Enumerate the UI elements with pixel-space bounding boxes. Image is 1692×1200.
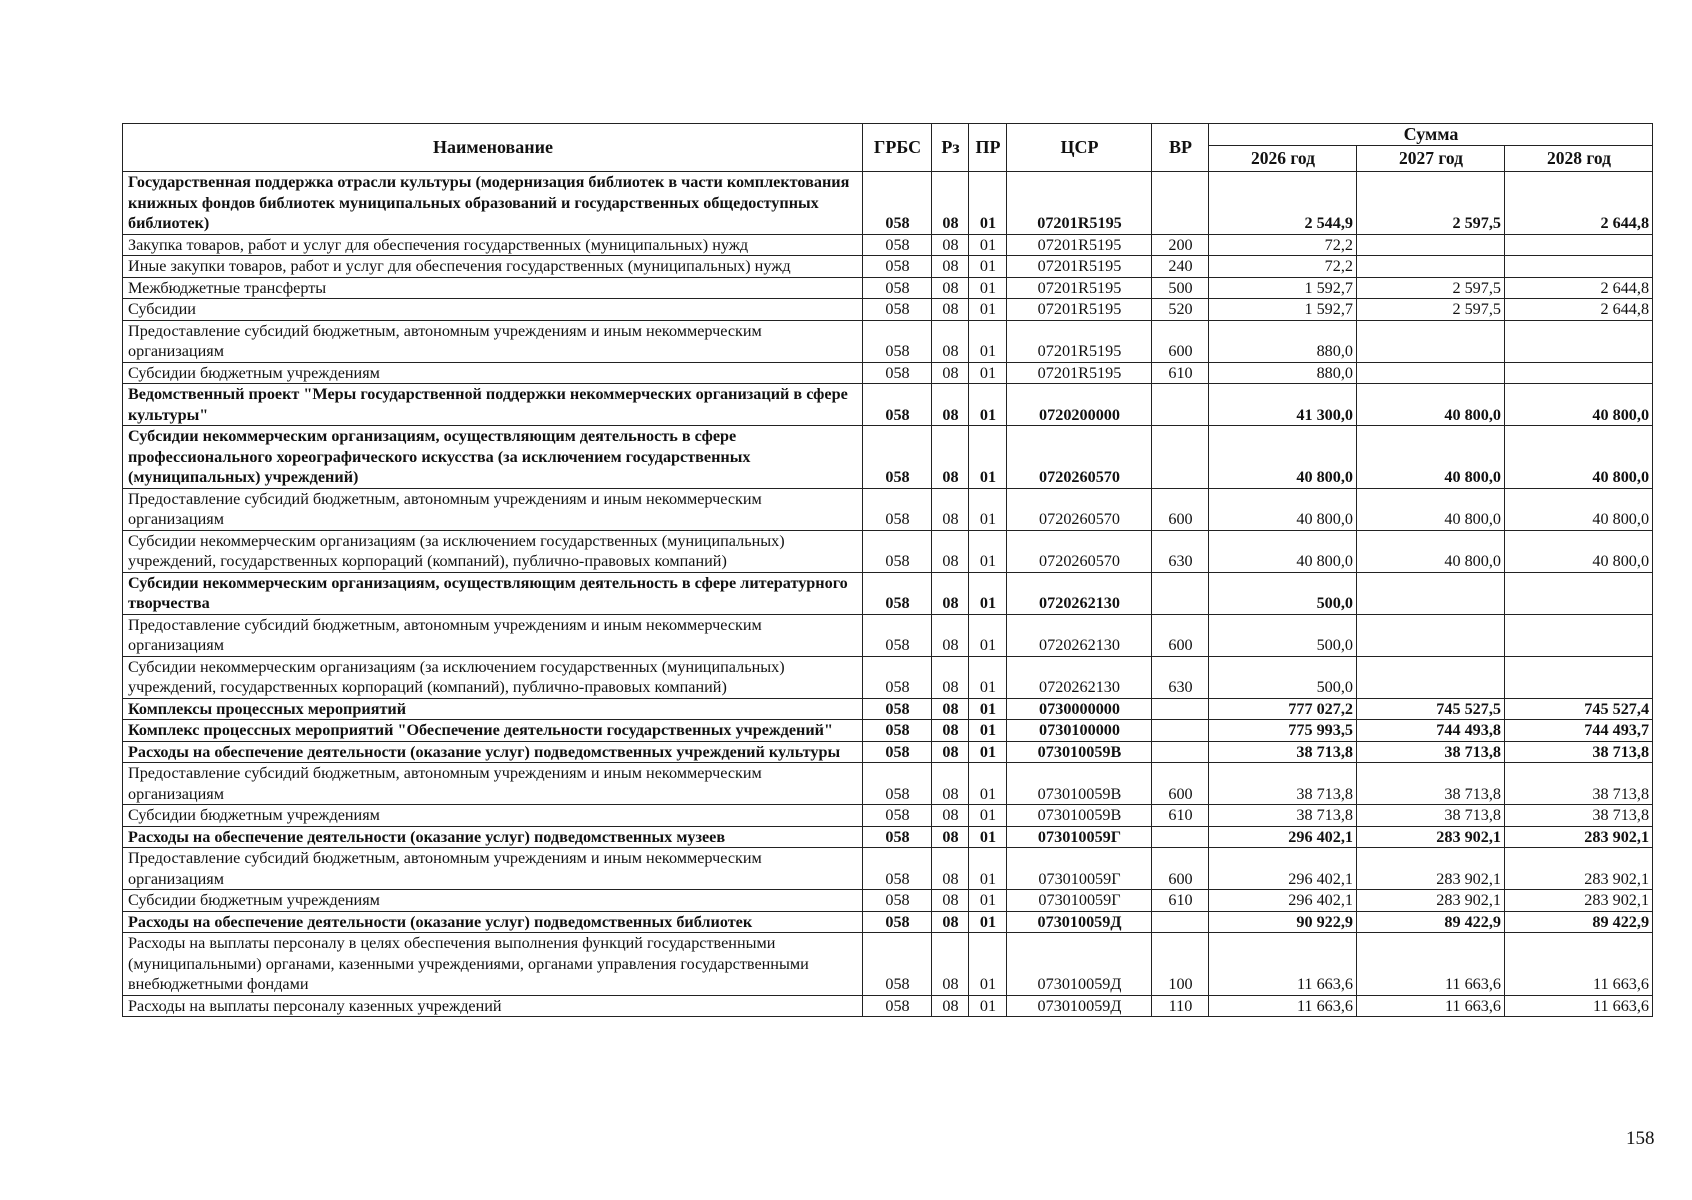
row-rz: 08 <box>932 277 969 299</box>
row-grbs: 058 <box>863 656 932 698</box>
row-sum-2026: 11 663,6 <box>1209 933 1357 996</box>
row-csr: 07201R5195 <box>1007 172 1152 235</box>
table-row <box>123 488 1653 530</box>
row-pr: 01 <box>969 656 1007 698</box>
row-rz: 08 <box>932 720 969 742</box>
row-csr: 073010059Д <box>1007 933 1152 996</box>
table-row <box>123 172 1653 235</box>
row-pr: 01 <box>969 720 1007 742</box>
row-sum-2026: 880,0 <box>1209 320 1357 362</box>
row-sum-2028: 2 644,8 <box>1505 172 1653 235</box>
row-pr: 01 <box>969 277 1007 299</box>
row-sum-2026: 500,0 <box>1209 614 1357 656</box>
row-rz: 08 <box>932 890 969 912</box>
header-vr: ВР <box>1152 124 1209 172</box>
row-rz: 08 <box>932 911 969 933</box>
row-rz: 08 <box>932 572 969 614</box>
row-rz: 08 <box>932 362 969 384</box>
row-name: Предоставление субсидий бюджетным, автономным учреждениям и иным некоммерческим организациям <box>123 320 863 362</box>
table-row <box>123 720 1653 742</box>
row-name: Предоставление субсидий бюджетным, автономным учреждениям и иным некоммерческим организациям <box>123 614 863 656</box>
row-sum-2027 <box>1357 656 1505 698</box>
row-csr: 073010059В <box>1007 741 1152 763</box>
row-sum-2026: 880,0 <box>1209 362 1357 384</box>
row-sum-2026: 40 800,0 <box>1209 530 1357 572</box>
row-grbs: 058 <box>863 933 932 996</box>
table-row <box>123 234 1653 256</box>
row-vr: 610 <box>1152 362 1209 384</box>
row-rz: 08 <box>932 763 969 805</box>
row-sum-2028: 40 800,0 <box>1505 426 1653 489</box>
row-pr: 01 <box>969 362 1007 384</box>
row-sum-2028: 283 902,1 <box>1505 826 1653 848</box>
row-csr: 073010059Д <box>1007 995 1152 1017</box>
row-rz: 08 <box>932 256 969 278</box>
row-sum-2026: 296 402,1 <box>1209 848 1357 890</box>
row-vr <box>1152 572 1209 614</box>
row-sum-2028: 38 713,8 <box>1505 763 1653 805</box>
row-pr: 01 <box>969 826 1007 848</box>
row-vr: 240 <box>1152 256 1209 278</box>
row-vr: 630 <box>1152 530 1209 572</box>
row-csr: 0720262130 <box>1007 656 1152 698</box>
row-rz: 08 <box>932 826 969 848</box>
row-name: Субсидии <box>123 299 863 321</box>
row-sum-2027: 40 800,0 <box>1357 426 1505 489</box>
row-grbs: 058 <box>863 172 932 235</box>
row-pr: 01 <box>969 234 1007 256</box>
row-name: Субсидии некоммерческим организациям (за исключением государственных (муниципальных) учреждений, государственных корпораций (компаний), публично-правовых компаний) <box>123 530 863 572</box>
row-csr: 0730000000 <box>1007 698 1152 720</box>
row-sum-2027: 2 597,5 <box>1357 172 1505 235</box>
row-grbs: 058 <box>863 299 932 321</box>
header-grbs: ГРБС <box>863 124 932 172</box>
row-sum-2028: 40 800,0 <box>1505 488 1653 530</box>
table-row <box>123 530 1653 572</box>
row-sum-2027: 283 902,1 <box>1357 848 1505 890</box>
row-sum-2028: 40 800,0 <box>1505 384 1653 426</box>
row-sum-2028 <box>1505 362 1653 384</box>
table-header <box>123 124 1653 172</box>
row-csr: 073010059Д <box>1007 911 1152 933</box>
row-csr: 073010059Г <box>1007 848 1152 890</box>
row-csr: 0720260570 <box>1007 530 1152 572</box>
row-pr: 01 <box>969 299 1007 321</box>
row-name: Межбюджетные трансферты <box>123 277 863 299</box>
row-csr: 073010059Г <box>1007 890 1152 912</box>
row-csr: 0720200000 <box>1007 384 1152 426</box>
header-sum: Сумма <box>1209 124 1653 146</box>
row-sum-2027: 38 713,8 <box>1357 741 1505 763</box>
row-csr: 0720262130 <box>1007 614 1152 656</box>
row-grbs: 058 <box>863 384 932 426</box>
row-grbs: 058 <box>863 320 932 362</box>
row-vr: 600 <box>1152 488 1209 530</box>
row-name: Предоставление субсидий бюджетным, автономным учреждениям и иным некоммерческим организациям <box>123 488 863 530</box>
header-year-2028: 2028 год <box>1505 146 1653 172</box>
table-row <box>123 384 1653 426</box>
row-name: Субсидии некоммерческим организациям (за исключением государственных (муниципальных) учреждений, государственных корпораций (компаний), публично-правовых компаний) <box>123 656 863 698</box>
row-rz: 08 <box>932 656 969 698</box>
row-csr: 07201R5195 <box>1007 320 1152 362</box>
row-sum-2026: 500,0 <box>1209 656 1357 698</box>
row-sum-2026: 90 922,9 <box>1209 911 1357 933</box>
table-row <box>123 299 1653 321</box>
row-rz: 08 <box>932 384 969 426</box>
row-sum-2026: 296 402,1 <box>1209 826 1357 848</box>
table-row <box>123 320 1653 362</box>
row-pr: 01 <box>969 741 1007 763</box>
table-row <box>123 698 1653 720</box>
row-sum-2028 <box>1505 614 1653 656</box>
table-row <box>123 933 1653 996</box>
row-sum-2027 <box>1357 234 1505 256</box>
row-rz: 08 <box>932 426 969 489</box>
row-sum-2027: 2 597,5 <box>1357 299 1505 321</box>
row-sum-2026: 775 993,5 <box>1209 720 1357 742</box>
row-grbs: 058 <box>863 720 932 742</box>
table-row <box>123 763 1653 805</box>
row-csr: 0720260570 <box>1007 426 1152 489</box>
row-vr: 520 <box>1152 299 1209 321</box>
row-sum-2027: 283 902,1 <box>1357 826 1505 848</box>
row-rz: 08 <box>932 614 969 656</box>
row-grbs: 058 <box>863 426 932 489</box>
row-rz: 08 <box>932 805 969 827</box>
row-grbs: 058 <box>863 890 932 912</box>
row-sum-2028: 89 422,9 <box>1505 911 1653 933</box>
table-row <box>123 890 1653 912</box>
row-pr: 01 <box>969 698 1007 720</box>
row-vr <box>1152 426 1209 489</box>
row-name: Субсидии бюджетным учреждениям <box>123 805 863 827</box>
row-name: Иные закупки товаров, работ и услуг для обеспечения государственных (муниципальных) нужд <box>123 256 863 278</box>
row-csr: 073010059В <box>1007 763 1152 805</box>
row-vr: 600 <box>1152 614 1209 656</box>
table-row <box>123 995 1653 1017</box>
row-pr: 01 <box>969 890 1007 912</box>
row-sum-2027: 745 527,5 <box>1357 698 1505 720</box>
row-name: Расходы на обеспечение деятельности (оказание услуг) подведомственных библиотек <box>123 911 863 933</box>
table-row <box>123 256 1653 278</box>
row-grbs: 058 <box>863 277 932 299</box>
row-rz: 08 <box>932 848 969 890</box>
row-sum-2026: 38 713,8 <box>1209 741 1357 763</box>
row-grbs: 058 <box>863 805 932 827</box>
row-grbs: 058 <box>863 848 932 890</box>
row-vr: 600 <box>1152 763 1209 805</box>
row-pr: 01 <box>969 614 1007 656</box>
header-year-2027: 2027 год <box>1357 146 1505 172</box>
row-name: Комплекс процессных мероприятий "Обеспечение деятельности государственных учреждений" <box>123 720 863 742</box>
row-grbs: 058 <box>863 256 932 278</box>
row-sum-2028 <box>1505 234 1653 256</box>
row-sum-2028: 745 527,4 <box>1505 698 1653 720</box>
row-sum-2027: 2 597,5 <box>1357 277 1505 299</box>
row-csr: 0720262130 <box>1007 572 1152 614</box>
row-name: Расходы на выплаты персоналу в целях обеспечения выполнения функций государственными (муниципальными) органами, казенными учреждениями, органами управления государственными внебюджетными фондами <box>123 933 863 996</box>
row-csr: 07201R5195 <box>1007 277 1152 299</box>
table-body <box>123 172 1653 1017</box>
row-sum-2027: 40 800,0 <box>1357 488 1505 530</box>
row-rz: 08 <box>932 488 969 530</box>
row-csr: 073010059В <box>1007 805 1152 827</box>
row-sum-2027: 89 422,9 <box>1357 911 1505 933</box>
row-sum-2028: 283 902,1 <box>1505 848 1653 890</box>
row-grbs: 058 <box>863 614 932 656</box>
row-sum-2026: 1 592,7 <box>1209 299 1357 321</box>
row-grbs: 058 <box>863 741 932 763</box>
row-vr: 610 <box>1152 890 1209 912</box>
row-pr: 01 <box>969 572 1007 614</box>
row-sum-2028: 40 800,0 <box>1505 530 1653 572</box>
row-grbs: 058 <box>863 572 932 614</box>
row-rz: 08 <box>932 299 969 321</box>
row-grbs: 058 <box>863 530 932 572</box>
row-sum-2027 <box>1357 362 1505 384</box>
row-sum-2027: 40 800,0 <box>1357 530 1505 572</box>
row-sum-2028 <box>1505 320 1653 362</box>
row-sum-2026: 40 800,0 <box>1209 488 1357 530</box>
row-pr: 01 <box>969 488 1007 530</box>
header-csr: ЦСР <box>1007 124 1152 172</box>
row-vr <box>1152 741 1209 763</box>
table-row <box>123 848 1653 890</box>
row-csr: 07201R5195 <box>1007 256 1152 278</box>
row-sum-2026: 296 402,1 <box>1209 890 1357 912</box>
row-pr: 01 <box>969 384 1007 426</box>
row-rz: 08 <box>932 995 969 1017</box>
row-rz: 08 <box>932 172 969 235</box>
row-sum-2028 <box>1505 256 1653 278</box>
table-row <box>123 805 1653 827</box>
row-csr: 07201R5195 <box>1007 299 1152 321</box>
row-sum-2026: 72,2 <box>1209 234 1357 256</box>
row-pr: 01 <box>969 426 1007 489</box>
row-grbs: 058 <box>863 698 932 720</box>
row-sum-2026: 777 027,2 <box>1209 698 1357 720</box>
row-pr: 01 <box>969 805 1007 827</box>
row-sum-2027 <box>1357 320 1505 362</box>
row-sum-2026: 2 544,9 <box>1209 172 1357 235</box>
row-pr: 01 <box>969 320 1007 362</box>
row-pr: 01 <box>969 933 1007 996</box>
row-sum-2028: 2 644,8 <box>1505 299 1653 321</box>
row-sum-2027 <box>1357 614 1505 656</box>
row-rz: 08 <box>932 741 969 763</box>
row-name: Комплексы процессных мероприятий <box>123 698 863 720</box>
row-name: Расходы на обеспечение деятельности (оказание услуг) подведомственных музеев <box>123 826 863 848</box>
row-name: Ведомственный проект "Меры государственной поддержки некоммерческих организаций в сфере культуры" <box>123 384 863 426</box>
row-sum-2026: 500,0 <box>1209 572 1357 614</box>
row-pr: 01 <box>969 763 1007 805</box>
row-vr: 610 <box>1152 805 1209 827</box>
row-sum-2026: 72,2 <box>1209 256 1357 278</box>
row-vr: 200 <box>1152 234 1209 256</box>
row-sum-2028: 744 493,7 <box>1505 720 1653 742</box>
row-rz: 08 <box>932 320 969 362</box>
row-pr: 01 <box>969 172 1007 235</box>
row-sum-2028 <box>1505 572 1653 614</box>
row-name: Субсидии бюджетным учреждениям <box>123 362 863 384</box>
row-csr: 0730100000 <box>1007 720 1152 742</box>
table-row <box>123 911 1653 933</box>
row-name: Субсидии некоммерческим организациям, осуществляющим деятельность в сфере литературного творчества <box>123 572 863 614</box>
row-grbs: 058 <box>863 234 932 256</box>
row-csr: 07201R5195 <box>1007 362 1152 384</box>
row-sum-2028: 38 713,8 <box>1505 741 1653 763</box>
table-row <box>123 656 1653 698</box>
row-grbs: 058 <box>863 995 932 1017</box>
row-name: Субсидии некоммерческим организациям, осуществляющим деятельность в сфере профессионального хореографического искусства (за исключением государственных (муниципальных) учреждений) <box>123 426 863 489</box>
row-pr: 01 <box>969 256 1007 278</box>
row-vr: 100 <box>1152 933 1209 996</box>
row-sum-2027: 283 902,1 <box>1357 890 1505 912</box>
row-csr: 07201R5195 <box>1007 234 1152 256</box>
row-sum-2027: 744 493,8 <box>1357 720 1505 742</box>
row-name: Расходы на выплаты персоналу казенных учреждений <box>123 995 863 1017</box>
row-name: Субсидии бюджетным учреждениям <box>123 890 863 912</box>
page-number: 158 <box>1626 1128 1655 1149</box>
table-row <box>123 826 1653 848</box>
row-grbs: 058 <box>863 826 932 848</box>
row-sum-2026: 11 663,6 <box>1209 995 1357 1017</box>
row-name: Расходы на обеспечение деятельности (оказание услуг) подведомственных учреждений культуры <box>123 741 863 763</box>
row-sum-2027: 11 663,6 <box>1357 995 1505 1017</box>
row-grbs: 058 <box>863 488 932 530</box>
row-sum-2027: 38 713,8 <box>1357 763 1505 805</box>
row-pr: 01 <box>969 530 1007 572</box>
header-rz: Рз <box>932 124 969 172</box>
table-row <box>123 572 1653 614</box>
table-row <box>123 614 1653 656</box>
row-rz: 08 <box>932 234 969 256</box>
row-sum-2026: 40 800,0 <box>1209 426 1357 489</box>
row-csr: 073010059Г <box>1007 826 1152 848</box>
row-pr: 01 <box>969 995 1007 1017</box>
row-sum-2028: 11 663,6 <box>1505 995 1653 1017</box>
row-sum-2028 <box>1505 656 1653 698</box>
row-grbs: 058 <box>863 911 932 933</box>
row-vr <box>1152 698 1209 720</box>
row-grbs: 058 <box>863 362 932 384</box>
row-vr <box>1152 720 1209 742</box>
row-sum-2027: 40 800,0 <box>1357 384 1505 426</box>
header-pr: ПР <box>969 124 1007 172</box>
table-row <box>123 741 1653 763</box>
row-name: Государственная поддержка отрасли культуры (модернизация библиотек в части комплектования книжных фондов библиотек муниципальных образований и государственных общедоступных библиотек) <box>123 172 863 235</box>
row-sum-2028: 11 663,6 <box>1505 933 1653 996</box>
row-vr <box>1152 384 1209 426</box>
row-sum-2026: 1 592,7 <box>1209 277 1357 299</box>
row-vr <box>1152 826 1209 848</box>
row-vr <box>1152 911 1209 933</box>
row-pr: 01 <box>969 911 1007 933</box>
table-row <box>123 277 1653 299</box>
row-grbs: 058 <box>863 763 932 805</box>
row-sum-2027: 38 713,8 <box>1357 805 1505 827</box>
row-pr: 01 <box>969 848 1007 890</box>
row-vr: 630 <box>1152 656 1209 698</box>
row-sum-2026: 38 713,8 <box>1209 763 1357 805</box>
row-rz: 08 <box>932 698 969 720</box>
table-row <box>123 426 1653 489</box>
row-sum-2027 <box>1357 572 1505 614</box>
row-vr: 600 <box>1152 320 1209 362</box>
table-row <box>123 362 1653 384</box>
row-vr: 110 <box>1152 995 1209 1017</box>
row-sum-2028: 2 644,8 <box>1505 277 1653 299</box>
row-sum-2026: 41 300,0 <box>1209 384 1357 426</box>
row-sum-2027: 11 663,6 <box>1357 933 1505 996</box>
row-sum-2028: 38 713,8 <box>1505 805 1653 827</box>
header-name: Наименование <box>123 124 863 172</box>
row-vr: 500 <box>1152 277 1209 299</box>
row-vr: 600 <box>1152 848 1209 890</box>
row-sum-2027 <box>1357 256 1505 278</box>
row-name: Предоставление субсидий бюджетным, автономным учреждениям и иным некоммерческим организациям <box>123 763 863 805</box>
row-sum-2026: 38 713,8 <box>1209 805 1357 827</box>
row-vr <box>1152 172 1209 235</box>
row-rz: 08 <box>932 530 969 572</box>
row-rz: 08 <box>932 933 969 996</box>
budget-table <box>122 123 1653 1017</box>
row-name: Предоставление субсидий бюджетным, автономным учреждениям и иным некоммерческим организациям <box>123 848 863 890</box>
row-sum-2028: 283 902,1 <box>1505 890 1653 912</box>
row-name: Закупка товаров, работ и услуг для обеспечения государственных (муниципальных) нужд <box>123 234 863 256</box>
header-year-2026: 2026 год <box>1209 146 1357 172</box>
row-csr: 0720260570 <box>1007 488 1152 530</box>
